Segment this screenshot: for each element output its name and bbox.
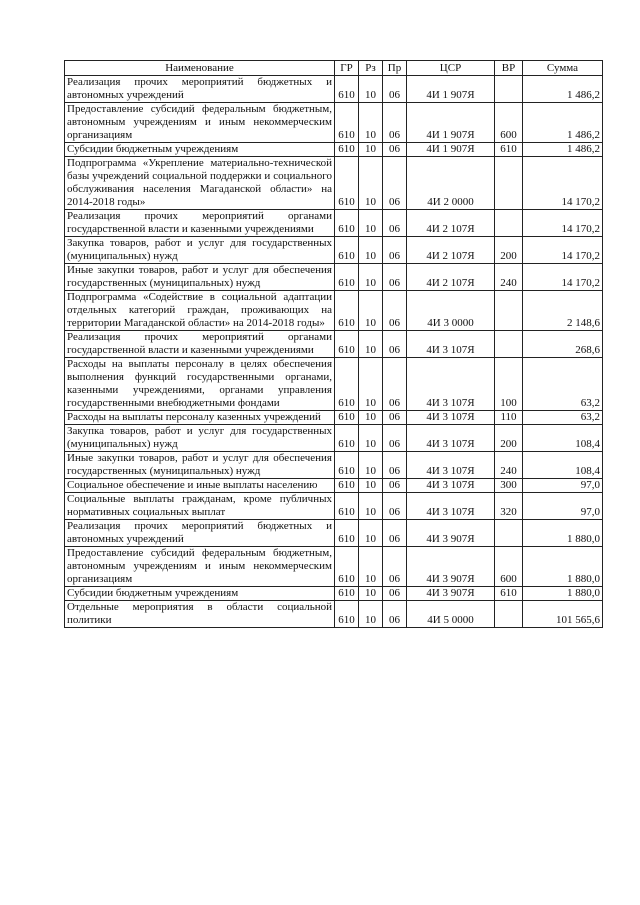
row-vr: 240 <box>495 264 523 291</box>
table-row <box>65 520 603 547</box>
table-row <box>65 291 603 331</box>
row-vr: 320 <box>495 493 523 520</box>
table-body <box>65 76 603 628</box>
row-gr: 610 <box>335 157 359 210</box>
row-csr: 4И 2 107Я <box>407 210 495 237</box>
header-csr: ЦСР <box>407 61 495 76</box>
row-sum: 97,0 <box>523 493 603 520</box>
row-vr: 200 <box>495 425 523 452</box>
row-sum: 63,2 <box>523 358 603 411</box>
row-name: Предоставление субсидий федеральным бюджетным, автономным учреждениям и иным некоммерческим организациям <box>65 547 335 587</box>
row-gr: 610 <box>335 358 359 411</box>
table-row <box>65 143 603 157</box>
row-gr: 610 <box>335 237 359 264</box>
row-pr: 06 <box>383 76 407 103</box>
row-rz: 10 <box>359 493 383 520</box>
row-rz: 10 <box>359 157 383 210</box>
row-sum: 1 880,0 <box>523 520 603 547</box>
row-name: Субсидии бюджетным учреждениям <box>65 143 335 157</box>
row-sum: 1 880,0 <box>523 587 603 601</box>
row-name: Предоставление субсидий федеральным бюджетным, автономным учреждениям и иным некоммерческим организациям <box>65 103 335 143</box>
row-name: Реализация прочих мероприятий бюджетных и автономных учреждений <box>65 520 335 547</box>
table-row <box>65 411 603 425</box>
row-pr: 06 <box>383 425 407 452</box>
row-vr: 610 <box>495 143 523 157</box>
row-csr: 4И 2 107Я <box>407 237 495 264</box>
header-name: Наименование <box>65 61 335 76</box>
row-rz: 10 <box>359 210 383 237</box>
row-rz: 10 <box>359 237 383 264</box>
row-name: Закупка товаров, работ и услуг для государственных (муниципальных) нужд <box>65 425 335 452</box>
row-pr: 06 <box>383 411 407 425</box>
row-rz: 10 <box>359 103 383 143</box>
row-gr: 610 <box>335 103 359 143</box>
row-gr: 610 <box>335 479 359 493</box>
row-pr: 06 <box>383 103 407 143</box>
row-pr: 06 <box>383 479 407 493</box>
row-sum: 268,6 <box>523 331 603 358</box>
table-row <box>65 425 603 452</box>
row-name: Реализация прочих мероприятий органами государственной власти и казенными учреждениями <box>65 331 335 358</box>
row-csr: 4И 2 0000 <box>407 157 495 210</box>
row-pr: 06 <box>383 601 407 628</box>
row-rz: 10 <box>359 291 383 331</box>
row-vr: 110 <box>495 411 523 425</box>
row-rz: 10 <box>359 479 383 493</box>
row-vr <box>495 210 523 237</box>
row-gr: 610 <box>335 520 359 547</box>
row-pr: 06 <box>383 587 407 601</box>
row-sum: 14 170,2 <box>523 157 603 210</box>
row-gr: 610 <box>335 493 359 520</box>
row-gr: 610 <box>335 291 359 331</box>
row-vr <box>495 291 523 331</box>
row-rz: 10 <box>359 601 383 628</box>
row-sum: 1 880,0 <box>523 547 603 587</box>
row-csr: 4И 1 907Я <box>407 103 495 143</box>
table-row <box>65 601 603 628</box>
row-sum: 101 565,6 <box>523 601 603 628</box>
table-row <box>65 210 603 237</box>
row-gr: 610 <box>335 76 359 103</box>
row-csr: 4И 3 107Я <box>407 411 495 425</box>
row-csr: 4И 3 907Я <box>407 520 495 547</box>
row-pr: 06 <box>383 331 407 358</box>
table-row <box>65 547 603 587</box>
row-sum: 14 170,2 <box>523 210 603 237</box>
table-row <box>65 237 603 264</box>
row-pr: 06 <box>383 157 407 210</box>
row-vr: 100 <box>495 358 523 411</box>
row-gr: 610 <box>335 425 359 452</box>
header-sum: Сумма <box>523 61 603 76</box>
row-csr: 4И 1 907Я <box>407 76 495 103</box>
row-rz: 10 <box>359 547 383 587</box>
row-rz: 10 <box>359 143 383 157</box>
row-vr: 200 <box>495 237 523 264</box>
row-pr: 06 <box>383 452 407 479</box>
row-sum: 63,2 <box>523 411 603 425</box>
row-vr: 300 <box>495 479 523 493</box>
row-name: Реализация прочих мероприятий органами государственной власти и казенными учреждениями <box>65 210 335 237</box>
row-vr: 600 <box>495 103 523 143</box>
row-rz: 10 <box>359 520 383 547</box>
row-sum: 1 486,2 <box>523 143 603 157</box>
row-rz: 10 <box>359 411 383 425</box>
header-pr: Пр <box>383 61 407 76</box>
row-csr: 4И 2 107Я <box>407 264 495 291</box>
row-sum: 97,0 <box>523 479 603 493</box>
table-row <box>65 452 603 479</box>
row-sum: 14 170,2 <box>523 237 603 264</box>
row-gr: 610 <box>335 264 359 291</box>
row-vr <box>495 601 523 628</box>
row-sum: 1 486,2 <box>523 76 603 103</box>
row-gr: 610 <box>335 601 359 628</box>
row-gr: 610 <box>335 587 359 601</box>
row-pr: 06 <box>383 493 407 520</box>
row-gr: 610 <box>335 411 359 425</box>
row-csr: 4И 3 907Я <box>407 547 495 587</box>
table-row <box>65 331 603 358</box>
row-name: Расходы на выплаты персоналу в целях обеспечения выполнения функций государственными органами, казенными учреждениями, органами управления государственными внебюджетными фондами <box>65 358 335 411</box>
row-name: Социальное обеспечение и иные выплаты населению <box>65 479 335 493</box>
row-vr <box>495 157 523 210</box>
row-sum: 14 170,2 <box>523 264 603 291</box>
row-name: Реализация прочих мероприятий бюджетных и автономных учреждений <box>65 76 335 103</box>
row-sum: 1 486,2 <box>523 103 603 143</box>
row-csr: 4И 3 107Я <box>407 452 495 479</box>
row-name: Социальные выплаты гражданам, кроме публичных нормативных социальных выплат <box>65 493 335 520</box>
row-sum: 2 148,6 <box>523 291 603 331</box>
header-rz: Рз <box>359 61 383 76</box>
row-csr: 4И 3 0000 <box>407 291 495 331</box>
row-csr: 4И 1 907Я <box>407 143 495 157</box>
row-name: Расходы на выплаты персоналу казенных учреждений <box>65 411 335 425</box>
row-csr: 4И 3 107Я <box>407 358 495 411</box>
table-header-row <box>65 61 603 76</box>
row-gr: 610 <box>335 143 359 157</box>
header-gr: ГР <box>335 61 359 76</box>
table-row <box>65 103 603 143</box>
row-pr: 06 <box>383 547 407 587</box>
row-rz: 10 <box>359 264 383 291</box>
row-gr: 610 <box>335 210 359 237</box>
row-sum: 108,4 <box>523 425 603 452</box>
budget-table <box>64 60 603 628</box>
row-csr: 4И 3 107Я <box>407 493 495 520</box>
row-pr: 06 <box>383 210 407 237</box>
row-name: Закупка товаров, работ и услуг для государственных (муниципальных) нужд <box>65 237 335 264</box>
row-rz: 10 <box>359 452 383 479</box>
row-pr: 06 <box>383 520 407 547</box>
row-rz: 10 <box>359 358 383 411</box>
table-row <box>65 157 603 210</box>
table-row <box>65 479 603 493</box>
table-row <box>65 264 603 291</box>
row-vr <box>495 76 523 103</box>
row-pr: 06 <box>383 237 407 264</box>
table-row <box>65 493 603 520</box>
table-row <box>65 76 603 103</box>
row-pr: 06 <box>383 291 407 331</box>
table-row <box>65 587 603 601</box>
row-name: Иные закупки товаров, работ и услуг для обеспечения государственных (муниципальных) нужд <box>65 264 335 291</box>
row-gr: 610 <box>335 331 359 358</box>
row-name: Подпрограмма «Укрепление материально-технической базы учреждений социальной поддержки и социального обслуживания населения Магаданской области» на 2014-2018 годы» <box>65 157 335 210</box>
row-name: Субсидии бюджетным учреждениям <box>65 587 335 601</box>
row-vr <box>495 520 523 547</box>
header-vr: ВР <box>495 61 523 76</box>
row-vr <box>495 331 523 358</box>
row-csr: 4И 3 107Я <box>407 425 495 452</box>
row-rz: 10 <box>359 425 383 452</box>
row-vr: 610 <box>495 587 523 601</box>
row-pr: 06 <box>383 358 407 411</box>
row-name: Иные закупки товаров, работ и услуг для обеспечения государственных (муниципальных) нужд <box>65 452 335 479</box>
row-vr: 240 <box>495 452 523 479</box>
row-csr: 4И 3 107Я <box>407 331 495 358</box>
table-row <box>65 358 603 411</box>
row-rz: 10 <box>359 331 383 358</box>
row-sum: 108,4 <box>523 452 603 479</box>
row-name: Отдельные мероприятия в области социальной политики <box>65 601 335 628</box>
row-rz: 10 <box>359 76 383 103</box>
row-rz: 10 <box>359 587 383 601</box>
row-gr: 610 <box>335 547 359 587</box>
row-csr: 4И 5 0000 <box>407 601 495 628</box>
row-vr: 600 <box>495 547 523 587</box>
row-name: Подпрограмма «Содействие в социальной адаптации отдельных категорий граждан, проживающих на территории Магаданской области» на 2014-2018 годы» <box>65 291 335 331</box>
row-pr: 06 <box>383 143 407 157</box>
row-csr: 4И 3 107Я <box>407 479 495 493</box>
row-csr: 4И 3 907Я <box>407 587 495 601</box>
row-pr: 06 <box>383 264 407 291</box>
row-gr: 610 <box>335 452 359 479</box>
